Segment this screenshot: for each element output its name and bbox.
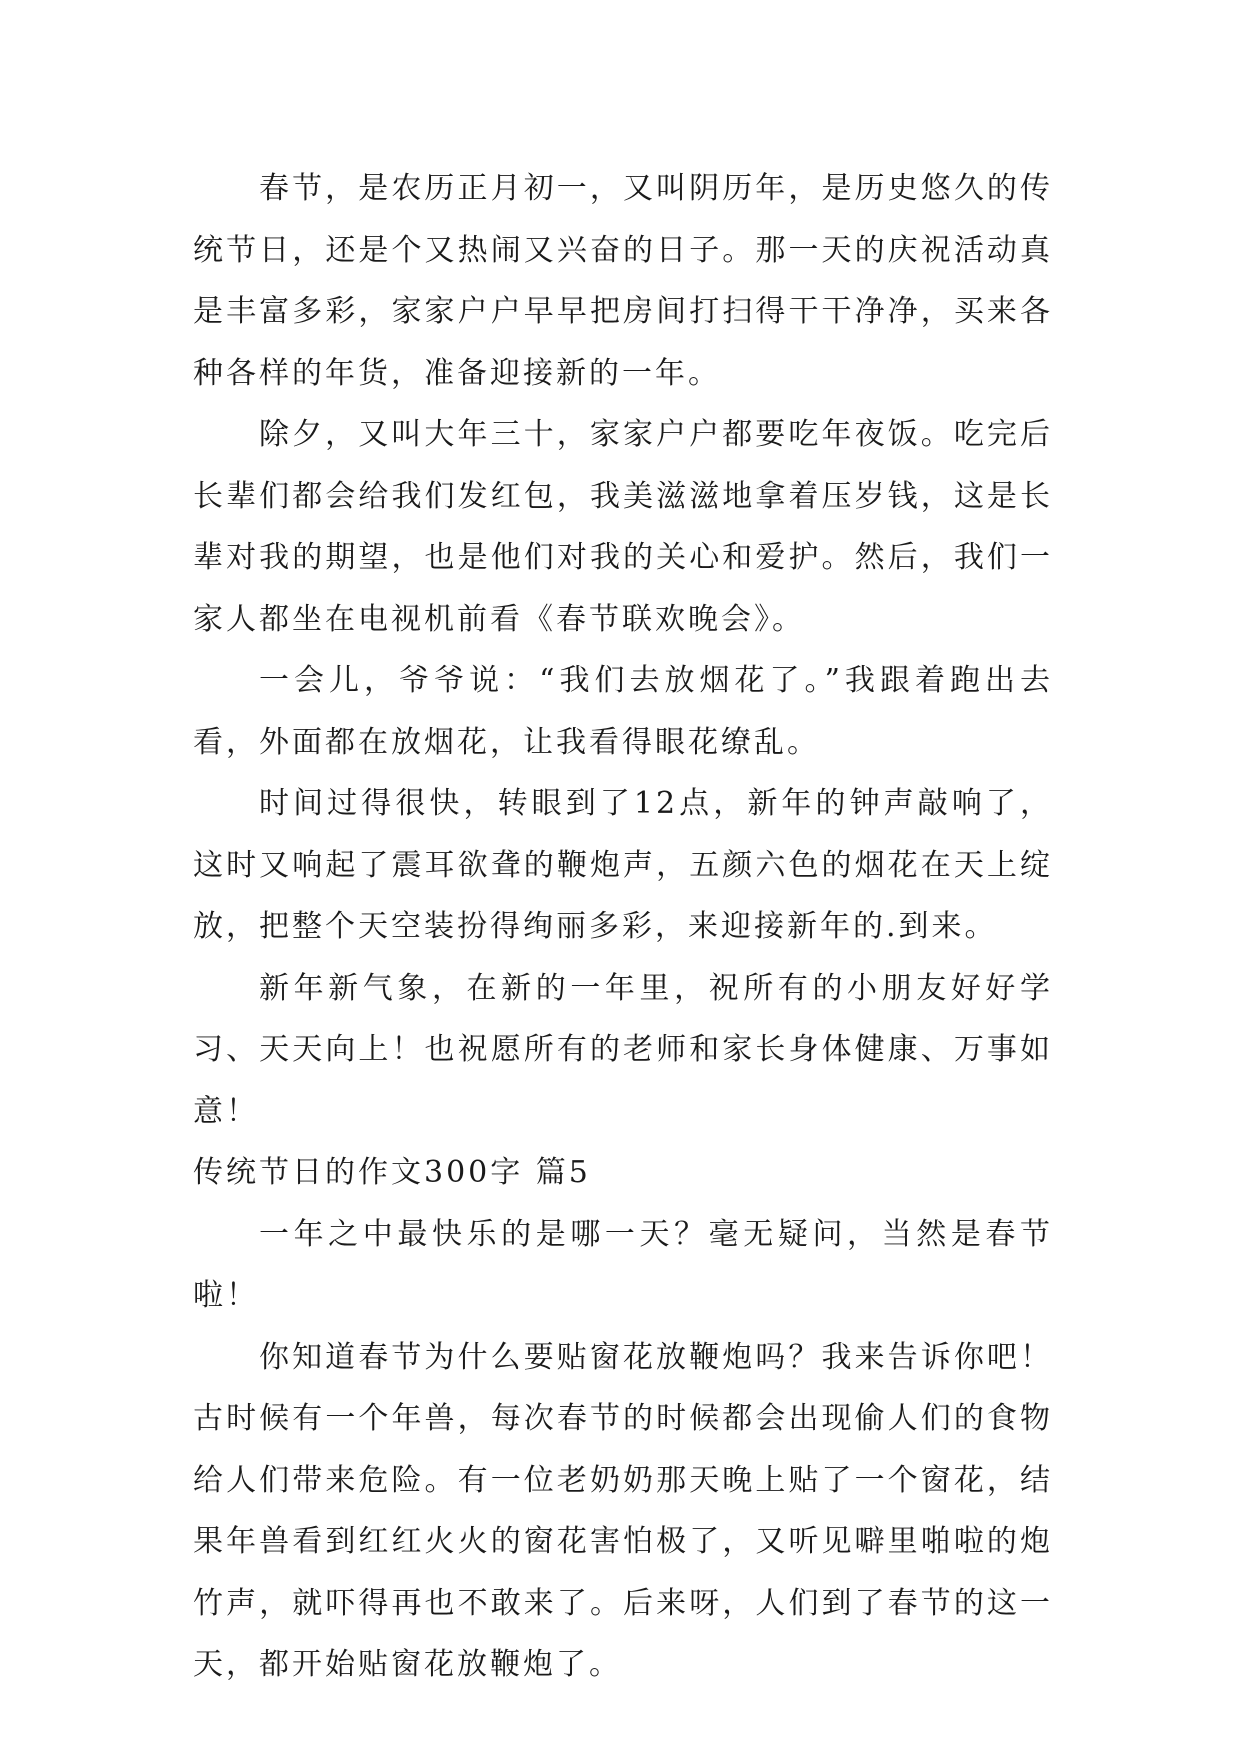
paragraph-happiest-day: 一年之中最快乐的是哪一天？毫无疑问，当然是春节啦！ <box>193 1216 1053 1313</box>
paragraph-new-year-wishes: 新年新气象，在新的一年里，祝所有的小朋友好好学习、天天向上！也祝愿所有的老师和家长身体健康、万事如意！ <box>193 970 1053 1129</box>
paragraph-new-years-eve: 除夕，又叫大年三十，家家户户都要吃年夜饭。吃完后长辈们都会给我们发红包，我美滋滋地拿着压岁钱，这是长辈对我的期望，也是他们对我的关心和爱护。然后，我们一家人都坐在电视机前看《春节联欢晚会》。 <box>193 417 1053 637</box>
paragraph-spring-festival-intro: 春节，是农历正月初一，又叫阴历年，是历史悠久的传统节日，还是个又热闹又兴奋的日子。那一天的庆祝活动真是丰富多彩，家家户户早早把房间打扫得干干净净，买来各种各样的年货，准备迎接新的一年。 <box>193 171 1053 391</box>
section-heading: 传统节日的作文300字 篇5 <box>193 1155 591 1190</box>
paragraph-fireworks: 一会儿，爷爷说：“我们去放烟花了。”我跟着跑出去看，外面都在放烟花，让我看得眼花缭乱。 <box>193 663 1053 760</box>
document-body <box>193 158 1053 1696</box>
paragraph-midnight-bells: 时间过得很快，转眼到了12点，新年的钟声敲响了，这时又响起了震耳欲聋的鞭炮声，五颜六色的烟花在天上绽放，把整个天空装扮得绚丽多彩，来迎接新年的.到来。 <box>193 786 1053 944</box>
paragraph-nian-beast-story: 你知道春节为什么要贴窗花放鞭炮吗？我来告诉你吧！古时候有一个年兽，每次春节的时候都会出现偷人们的食物给人们带来危险。有一位老奶奶那天晚上贴了一个窗花，结果年兽看到红红火火的窗花害怕极了，又听见噼里啪啦的炮竹声，就吓得再也不敢来了。后来呀，人们到了春节的这一天，都开始贴窗花放鞭炮了。 <box>193 1339 1053 1682</box>
